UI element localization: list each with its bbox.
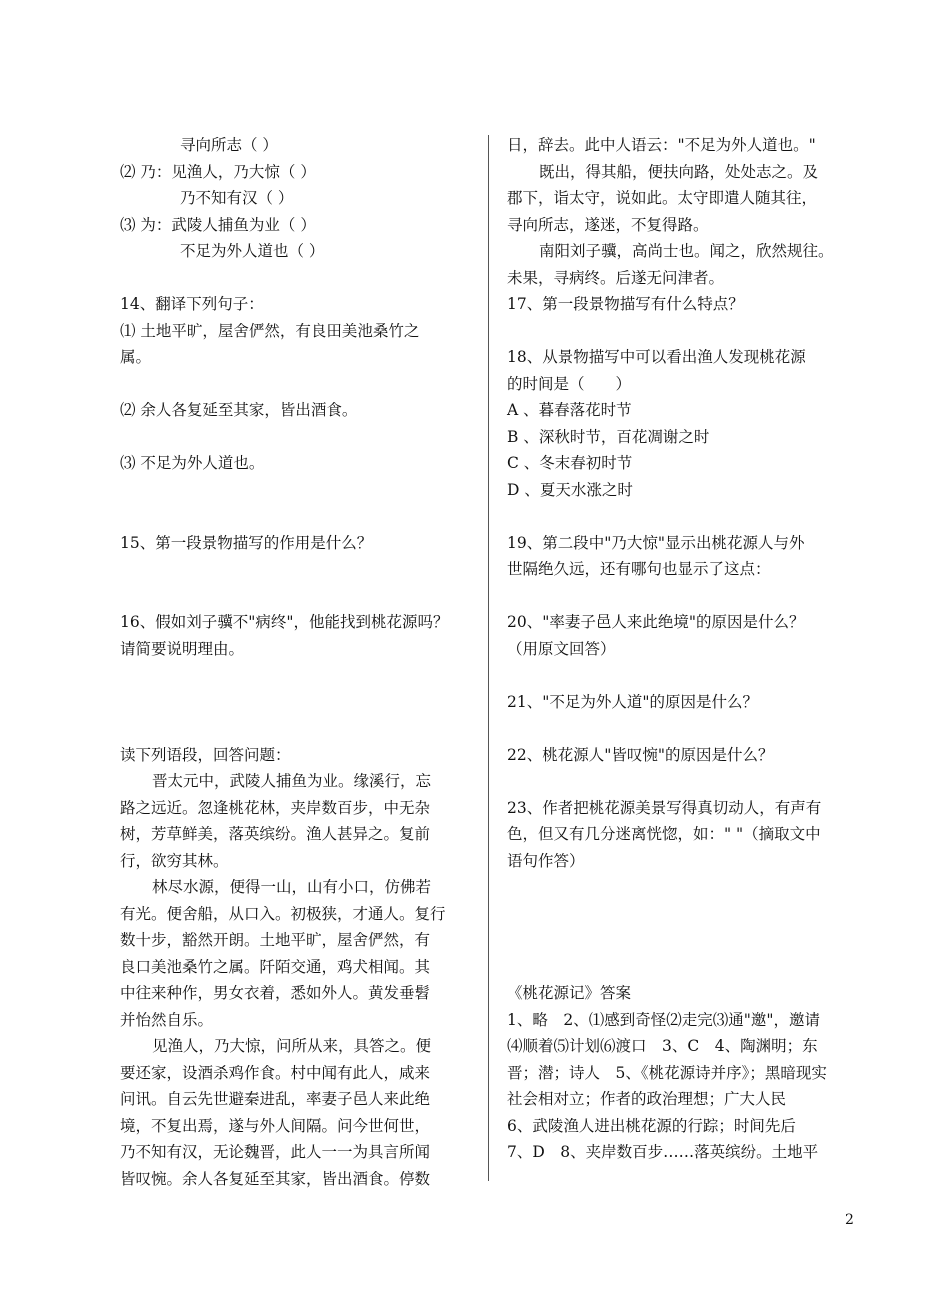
passage-line: 皆叹惋。余人各复延至其家，皆出酒食。停数 — [120, 1169, 431, 1188]
q18-option-c: C 、冬末春初时节 — [507, 454, 633, 472]
q14-item: ⑶ 不足为外人道也。 — [120, 454, 265, 472]
q18-option-a: A 、暮春落花时节 — [507, 401, 632, 419]
q13-line: 乃不知有汉（ ） — [180, 189, 294, 207]
right-column — [507, 132, 867, 1166]
q14-item: ⑴ 土地平旷，屋舍俨然，有良田美池桑竹之 — [120, 321, 420, 340]
passage-line: 日，辞去。此中人语云："不足为外人道也。" — [507, 136, 816, 154]
answer-line: 6、武陵渔人进出桃花源的行踪；时间先后 — [507, 1116, 796, 1135]
passage-line: 中往来种作，男女衣着，悉如外人。黄发垂髫 — [120, 984, 431, 1002]
q18-line: 18、从景物描写中可以看出渔人发现桃花源 — [507, 348, 806, 366]
q15: 15、第一段景物描写的作用是什么？ — [120, 533, 373, 552]
answer-line: ⑷顺着⑸计划⑹渡口 3、C 4、陶渊明；东 — [507, 1037, 818, 1055]
answer-line: 晋；潜；诗人 5、《桃花源诗并序》；黑暗现实 — [507, 1063, 827, 1082]
passage-line: 境，不复出焉，遂与外人间隔。问今世何世， — [120, 1116, 431, 1135]
q23-line: 23、作者把桃花源美景写得真切动人，有声有 — [507, 798, 822, 817]
q13-line: ⑵ 乃：见渔人，乃大惊（ ） — [120, 162, 316, 181]
q21: 21、"不足为外人道"的原因是什么？ — [507, 692, 758, 711]
q18-option-b: B 、深秋时节，百花凋谢之时 — [507, 427, 710, 446]
passage-line: 既出，得其船，便扶向路，处处志之。及 — [539, 162, 819, 181]
q18-line: 的时间是（ ） — [507, 374, 632, 393]
passage-line: 乃不知有汉，无论魏晋，此人一一为具言所闻 — [120, 1143, 431, 1161]
q22: 22、桃花源人"皆叹惋"的原因是什么？ — [507, 745, 774, 764]
q16-line: 16、假如刘子骥不"病终"，他能找到桃花源吗？ — [120, 613, 449, 631]
q14-heading: 14、翻译下列句子： — [120, 295, 264, 313]
column-divider — [488, 135, 489, 1181]
passage-line: 树，芳草鲜美，落英缤纷。渔人甚异之。复前 — [120, 825, 431, 843]
passage-line: 未果，寻病终。后遂无问津者。 — [507, 268, 725, 287]
passage-line: 要还家，设酒杀鸡作食。村中闻有此人，咸来 — [120, 1063, 431, 1082]
q23-line: 语句作答） — [507, 851, 585, 870]
reading-intro: 读下列语段，回答问题： — [120, 745, 291, 764]
passage-line: 郡下，诣太守，说如此。太守即遣人随其往， — [507, 189, 818, 207]
q14-item: 属。 — [120, 348, 152, 366]
passage-line: 晋太元中，武陵人捕鱼为业。缘溪行，忘 — [152, 772, 432, 790]
passage-line: 问讯。自云先世避秦进乱，率妻子邑人来此绝 — [120, 1090, 431, 1108]
q18-option-d: D 、夏天水涨之时 — [507, 480, 633, 499]
q20-line: 20、"率妻子邑人来此绝境"的原因是什么？ — [507, 613, 805, 631]
passage-line: 南阳刘子骥，高尚士也。闻之，欣然规往。 — [539, 242, 834, 260]
q13-line: ⑶ 为：武陵人捕鱼为业（ ） — [120, 215, 316, 234]
q16-line: 请简要说明理由。 — [120, 639, 245, 658]
answer-line: 社会相对立；作者的政治理想；广大人民 — [507, 1090, 787, 1108]
answers-title: 《桃花源记》答案 — [507, 984, 632, 1002]
page-number: 2 — [845, 1212, 854, 1228]
passage-line: 行，欲穷其林。 — [120, 851, 229, 870]
passage-line: 寻向所志，遂迷，不复得路。 — [507, 215, 709, 234]
passage-line: 有光。便舍船，从口入。初极狭，才通人。复行 — [120, 904, 446, 923]
passage-line: 数十步，豁然开朗。土地平旷，屋舍俨然，有 — [120, 931, 431, 949]
q23-line: 色，但又有几分迷离恍惚，如：" "（摘取文中 — [507, 825, 821, 843]
left-column — [120, 132, 480, 1192]
passage-line: 路之远近。忽逢桃花林，夹岸数百步，中无杂 — [120, 798, 431, 817]
q13-line: 寻向所志（ ） — [180, 136, 278, 154]
passage-line: 并怡然自乐。 — [120, 1010, 214, 1029]
q13-line: 不足为外人道也（ ） — [180, 242, 325, 260]
q20-line: （用原文回答） — [507, 639, 616, 658]
passage-line: 见渔人，乃大惊，问所从来，具答之。便 — [152, 1037, 432, 1055]
passage-line: 林尽水源，便得一山，山有小口，仿佛若 — [152, 878, 432, 896]
q17: 17、第一段景物描写有什么特点？ — [507, 295, 744, 313]
q19-line: 19、第二段中"乃大惊"显示出桃花源人与外 — [507, 533, 805, 552]
q19-line: 世隔绝久远，还有哪句也显示了这点： — [507, 560, 771, 578]
answer-line: 1、略 2、⑴感到奇怪⑵走完⑶通"邀"，邀请 — [507, 1010, 820, 1029]
q14-item: ⑵ 余人各复延至其家，皆出酒食。 — [120, 401, 358, 419]
answer-line: 7、D 8、夹岸数百步……落英缤纷。土地平 — [507, 1143, 819, 1161]
passage-line: 良口美池桑竹之属。阡陌交通，鸡犬相闻。其 — [120, 957, 431, 976]
